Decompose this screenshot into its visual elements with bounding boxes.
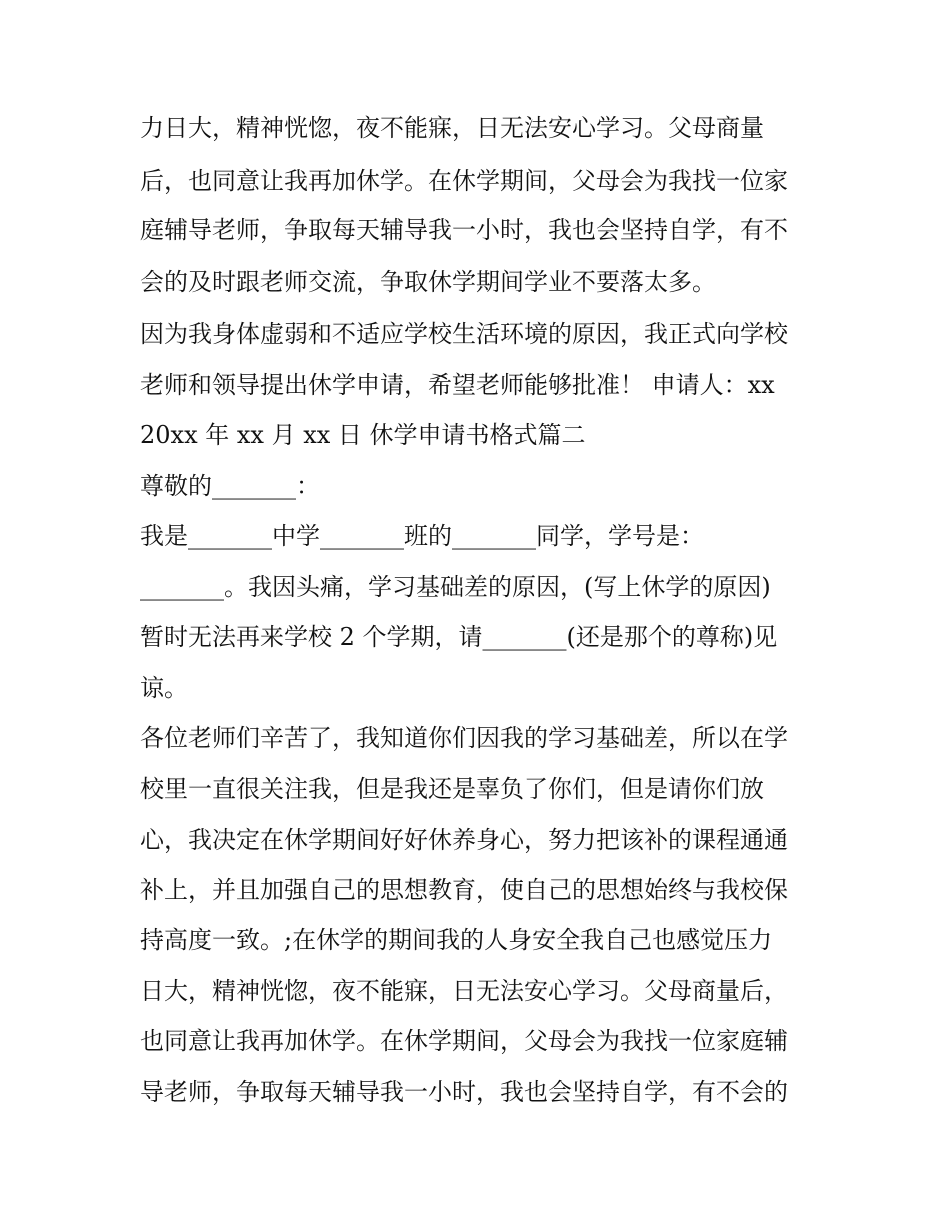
text-line: 我是_______中学_______班的_______同学，学号是： <box>140 522 704 550</box>
text-line: 后，也同意让我再加休学。在休学期间，父母会为我找一位家 <box>140 167 788 195</box>
text-line: _______。我因头痛，学习基础差的原因，(写上休学的原因) <box>140 573 771 601</box>
text-line: 老师和领导提出休学申请，希望老师能够批准！ 申请人：xx <box>140 371 775 399</box>
text-line: 心，我决定在休学期间好好休养身心，努力把该补的课程通通 <box>140 826 788 854</box>
text-line: 暂时无法再来学校 2 个学期，请_______(还是那个的尊称)见 <box>140 623 778 651</box>
text-line: 谅。 <box>140 674 188 702</box>
text-line: 各位老师们辛苦了，我知道你们因我的学习基础差，所以在学 <box>140 724 788 752</box>
text-line: 20xx 年 xx 月 xx 日 休学申请书格式篇二 <box>140 421 586 449</box>
text-line: 也同意让我再加休学。在休学期间，父母会为我找一位家庭辅 <box>140 1027 788 1055</box>
text-line: 庭辅导老师，争取每天辅导我一小时，我也会坚持自学，有不 <box>140 216 788 244</box>
text-line: 会的及时跟老师交流，争取休学期间学业不要落太多。 <box>140 268 716 296</box>
salutation: 尊敬的_______： <box>140 472 320 500</box>
text-line: 持高度一致。;在休学的期间我的人身安全我自己也感觉压力 <box>140 926 773 954</box>
text-line: 导老师，争取每天辅导我一小时，我也会坚持自学，有不会的 <box>140 1078 788 1106</box>
text-line: 因为我身体虚弱和不适应学校生活环境的原因，我正式向学校 <box>140 320 788 348</box>
text-line: 日大，精神恍惚，夜不能寐，日无法安心学习。父母商量后， <box>140 977 788 1005</box>
text-line: 力日大，精神恍惚，夜不能寐，日无法安心学习。父母商量 <box>140 114 764 142</box>
text-line: 补上，并且加强自己的思想教育，使自己的思想始终与我校保 <box>140 876 788 904</box>
text-line: 校里一直很关注我，但是我还是辜负了你们，但是请你们放 <box>140 775 764 803</box>
